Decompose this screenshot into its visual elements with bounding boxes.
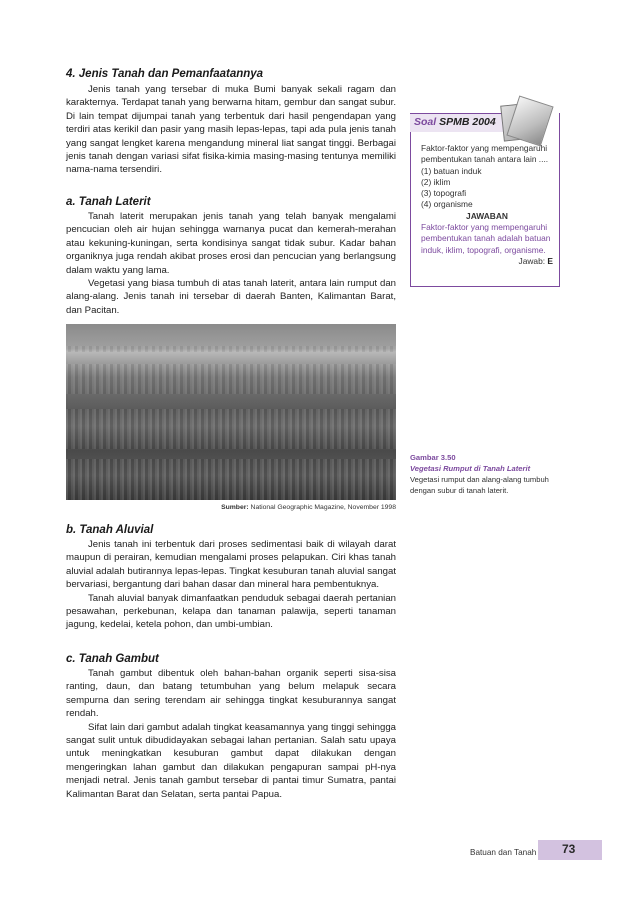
photo-source-label: Sumber:: [221, 504, 249, 511]
photo-source-text: National Geographic Magazine, November 1998: [248, 504, 396, 511]
aluvial-heading: b. Tanah Aluvial: [66, 524, 154, 536]
grassland-photo: [66, 324, 396, 500]
chapter-name: Batuan dan Tanah: [470, 848, 537, 857]
figure-description: Vegetasi rumput dan alang-alang tumbuh dengan subur di tanah laterit.: [410, 475, 549, 495]
soal-title-word: Soal: [414, 116, 437, 128]
aluvial-block: [66, 524, 396, 632]
figure-title: Vegetasi Rumput di Tanah Laterit: [410, 464, 531, 473]
soal-option: (3) topografi: [421, 188, 467, 199]
soal-title: [414, 116, 496, 128]
soal-content: [421, 143, 553, 267]
soal-question: Faktor-faktor yang mempengaruhi pembentukan tanah antara lain ....: [421, 143, 549, 165]
soal-option: (1) batuan induk: [421, 165, 482, 176]
jawab-line: [421, 256, 553, 267]
laterit-heading: a. Tanah Laterit: [66, 196, 151, 208]
jawab-value: E: [547, 255, 553, 266]
page-number: 73: [562, 842, 576, 856]
soal-option: (2) iklim: [421, 176, 451, 187]
photo-source: [66, 504, 396, 511]
answer-heading: JAWABAN: [466, 210, 508, 221]
jawab-label: Jawab:: [518, 255, 548, 266]
soal-title-rest: SPMB 2004: [436, 116, 496, 128]
laterit-paragraph-2: Vegetasi yang biasa tumbuh di atas tanah laterit, antara lain rumput dan alang-alang. Jenis tanah ini tersebar di daerah Banten, Kalimantan Barat, dan Pacitan.: [66, 278, 396, 316]
laterit-paragraph-1: Tanah laterit merupakan jenis tanah yang telah banyak mengalami pencucian oleh air hujan sehingga warnanya pucat dan kemerah-merahan atau kekuning-kuningan, serta kondisinya sangat tidak subur. Kadar bahan organiknya juga rendah akibat proses erosi dan pencucian yang berlangsung dalam waktu yang lama.: [66, 211, 396, 276]
gambut-block: [66, 653, 396, 801]
section-intro-paragraph: Jenis tanah yang tersebar di muka Bumi banyak sekali ragam dan karakternya. Terdapat tanah yang berwarna hitam, gembur dan sangat subur. Di lain tempat dijumpai tanah yang terbentuk dari hasil pengendapan yang terdiri atas kerikil dan pasir yang masih lepas-lepas, tapi ada pula jenis tanah yang sangat lengket karena mengandung mineral liat sangat tinggi. Berbagai jenis tanah dengan variasi sifat fisika-kimia masing-masing tentunya memiliki nama-nama tersendiri.: [66, 84, 396, 176]
aluvial-paragraph-2: Tanah aluvial banyak dimanfaatkan penduduk sebagai daerah pertanian pesawahan, perkebunan, kelapa dan tanaman palawija, seperti tanaman jagung, kedelai, ketela pohon, dan umbi-umbian.: [66, 592, 396, 631]
gambut-paragraph-1: Tanah gambut dibentuk oleh bahan-bahan organik seperti sisa-sisa ranting, daun, dan batang tetumbuhan yang belum melapuk secara sempurna dan sering terendam air sehingga tingkat kesuburannya sangat rendah.: [66, 668, 396, 720]
section-heading: 4. Jenis Tanah dan Pemanfaatannya: [66, 68, 264, 80]
figure-number: Gambar 3.50: [410, 453, 456, 462]
answer-text: Faktor-faktor yang mempengaruhi pembentukan tanah adalah batuan induk, iklim, topografi, organisme.: [421, 222, 551, 255]
gambut-paragraph-2: Sifat lain dari gambut adalah tingkat keasamannya yang tinggi sehingga sangat sulit untuk dibudidayakan sebagai lahan pertanian. Salah satu upaya untuk meningkatkan kesuburan gambut dapat dilakukan dengan mengeringkan lahan gambut dan dilakukan pengapuran sampai pH-nya menjadi netral. Jenis tanah gambut tersebar di pantai timur Sumatra, pantai Kalimantan Barat dan Selatan, serta pantai Papua.: [66, 721, 396, 800]
aluvial-paragraph-1: Jenis tanah ini terbentuk dari proses sedimentasi baik di wilayah darat maupun di perairan, kemudian mengalami proses pelapukan. Ciri khas tanah aluvial adalah butirannya lepas-lepas. Tingkat kesuburan tanah aluvial sangat bervariasi, bergantung dari bahan dasar dan mineral hara pembentuknya.: [66, 539, 396, 591]
soal-option: (4) organisme: [421, 199, 473, 210]
section-4-block: [66, 68, 396, 177]
figure-caption: [410, 452, 570, 496]
gambut-heading: c. Tanah Gambut: [66, 653, 159, 665]
laterit-block: [66, 196, 396, 317]
